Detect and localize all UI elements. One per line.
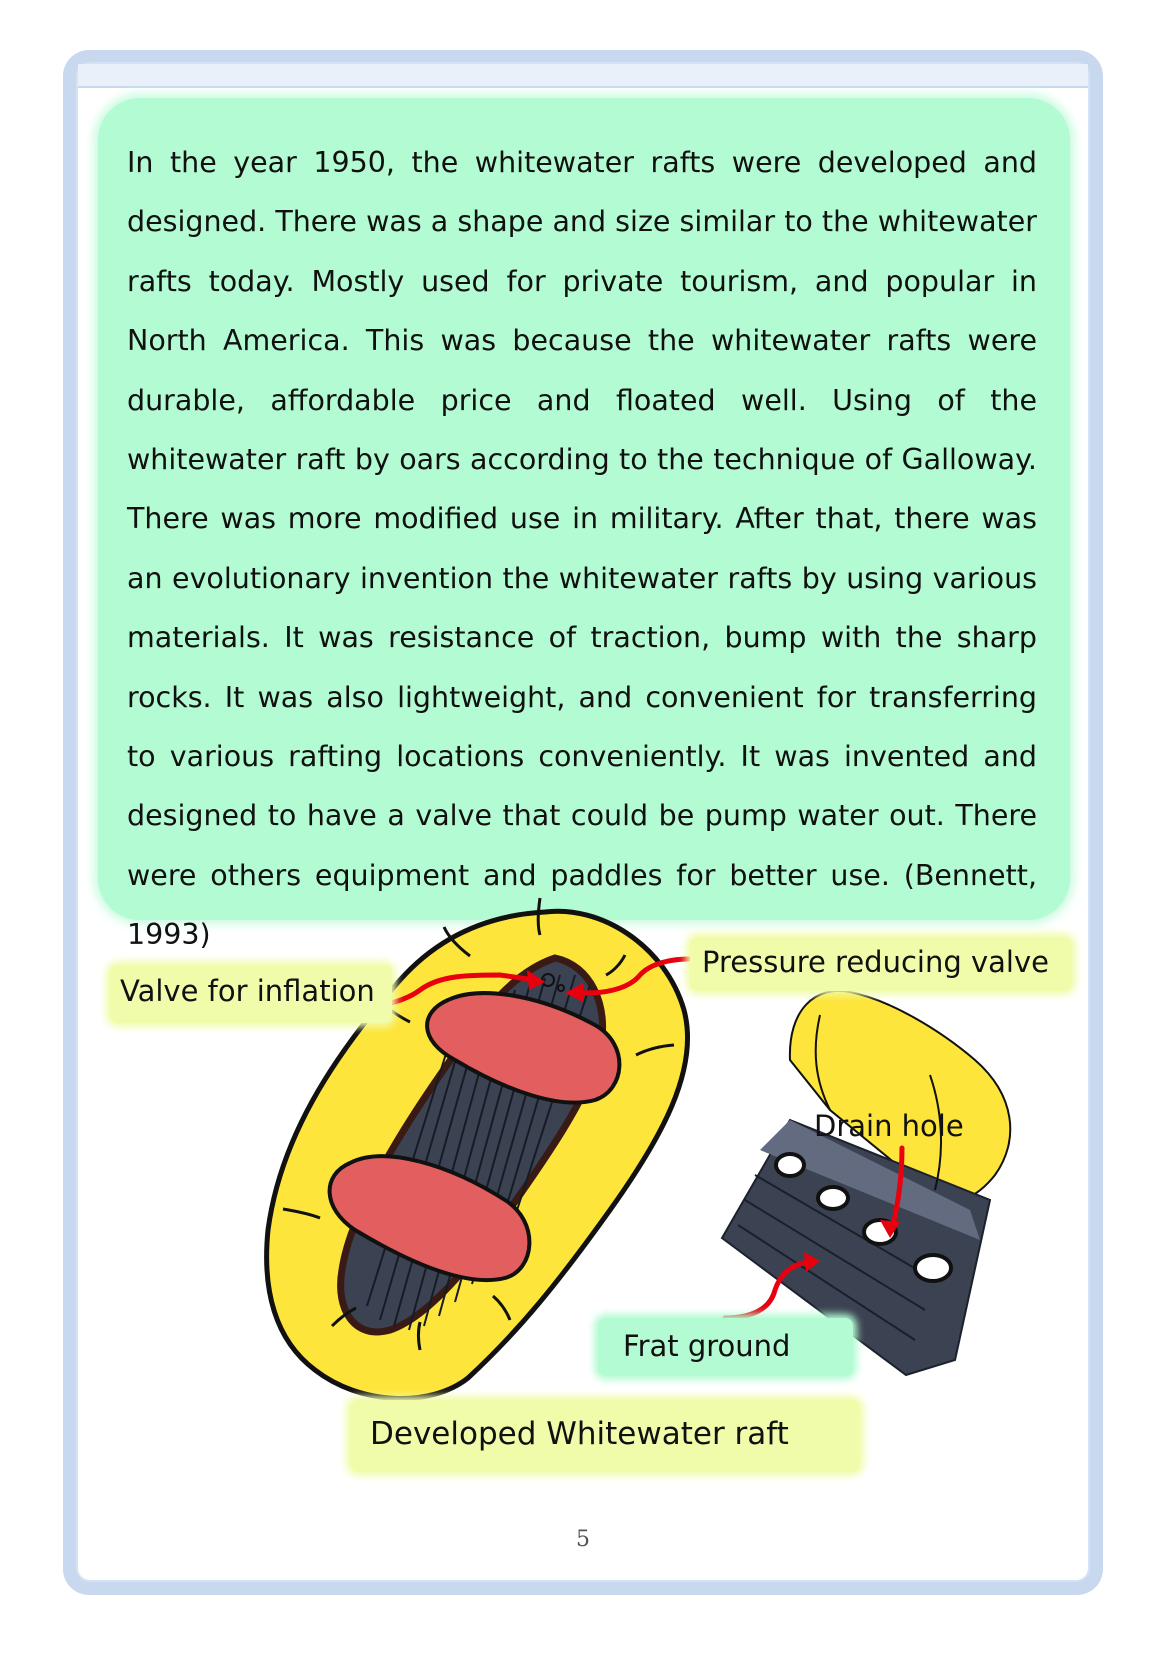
page-number: 5 [576, 1527, 590, 1552]
figure-caption: Developed Whitewater raft [350, 1400, 860, 1472]
label-frat-ground: Frat ground [598, 1318, 853, 1376]
body-paragraph: In the year 1950, the whitewater rafts were developed and designed. There was a shape and size similar to the whitewater rafts today. Mostly used for private tourism, and popular in North America. This was because the whitewater rafts were durable, affordable price and floated well. Using of the whitewater raft by oars according to the technique of Galloway. There was more modified use in military. After that, there was an evolutionary invention the whitewater rafts by using various materials. It was resistance of traction, bump with the sharp rocks. It was also lightweight, and convenient for transferring to various rafting locations conveniently. It was invented and designed to have a valve that could be pump water out. There were others equipment and paddles for better use. (Bennett, 1993) [127, 146, 1037, 952]
label-drain-hole: Drain hole [814, 1109, 964, 1143]
label-valve-for-inflation: Valve for inflation [110, 965, 392, 1023]
label-pressure-reducing-valve: Pressure reducing valve [690, 937, 1072, 991]
